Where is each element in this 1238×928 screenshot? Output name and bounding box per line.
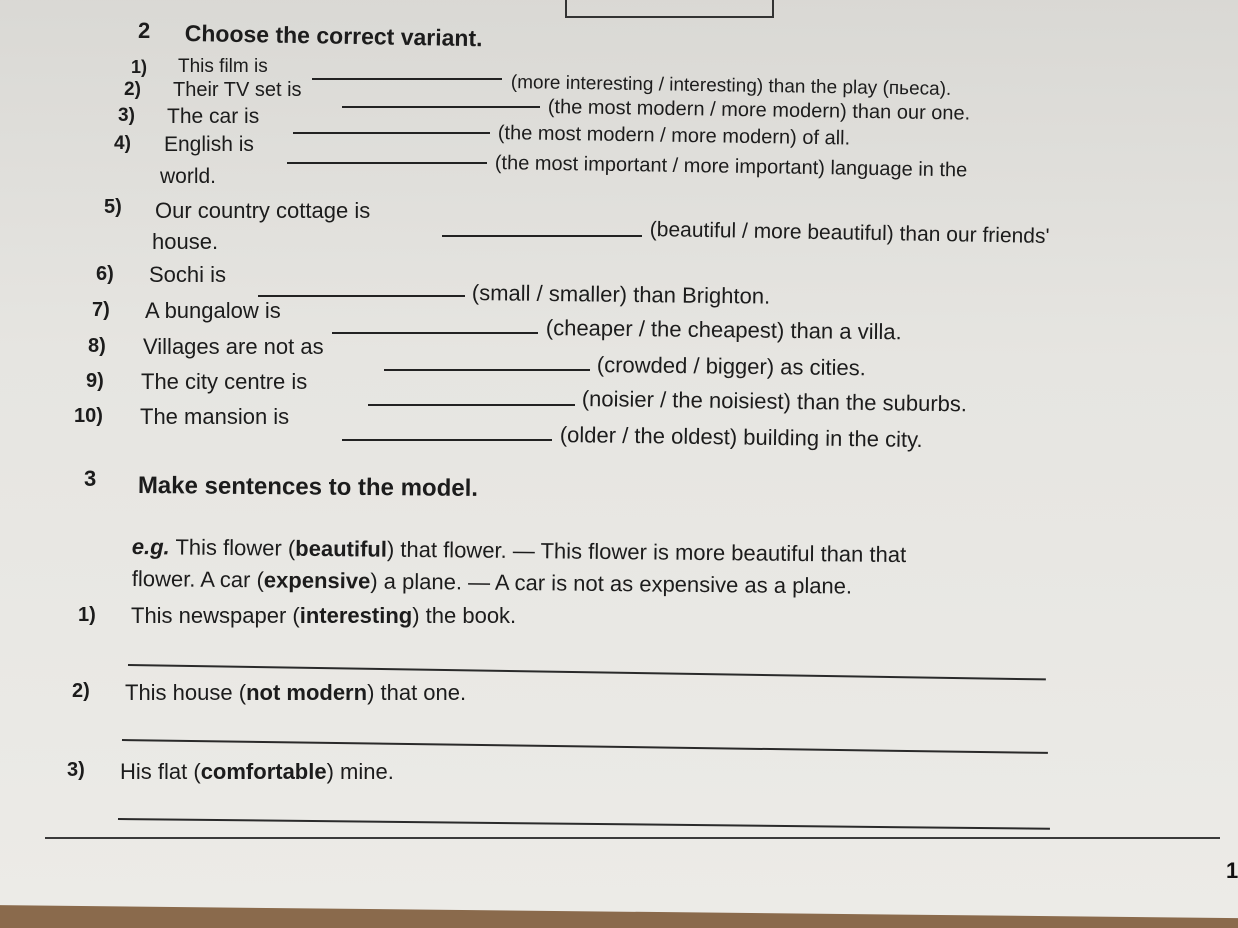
item-text-part: This house (: [125, 680, 247, 705]
item-number: 10): [74, 405, 103, 427]
item-stem: Villages are not as: [143, 334, 324, 359]
item-options: (crowded / bigger) as cities.: [596, 352, 866, 381]
answer-blank[interactable]: [342, 439, 552, 441]
example-text: ) that flower. — This flower is more beautiful than that: [386, 536, 907, 568]
item-number: 1): [78, 604, 96, 626]
item-text: [125, 676, 466, 709]
item-options: (noisier / the noisiest) than the suburbs.: [581, 386, 968, 417]
item-number: 6): [96, 263, 114, 285]
item-continuation: house.: [152, 229, 219, 254]
item-options: (small / smaller) than Brighton.: [471, 280, 771, 309]
item-options: (beautiful / more beautiful) than our friends': [649, 218, 1050, 248]
item-options: (older / the oldest) building in the city.: [559, 422, 923, 453]
item-number: 1): [131, 57, 148, 77]
item-text-part: ) the book.: [412, 603, 517, 628]
example-text: This flower (: [169, 534, 296, 561]
item-stem: Our country cottage is: [155, 198, 371, 223]
example-text: flower. A car (: [131, 565, 265, 593]
item-text-part: ) mine.: [326, 759, 394, 784]
item-continuation: world.: [160, 165, 217, 188]
item-stem: A bungalow is: [145, 298, 281, 323]
answer-blank[interactable]: [258, 295, 465, 297]
header-box: [565, 0, 774, 18]
answer-blank[interactable]: [293, 132, 490, 134]
item-stem: This film is: [178, 56, 268, 77]
item-stem: The city centre is: [141, 369, 308, 394]
exercise-2-number: 2: [138, 18, 151, 43]
item-number: 3): [118, 105, 135, 126]
item-number: 3): [67, 759, 85, 781]
answer-blank[interactable]: [342, 106, 540, 108]
answer-blank[interactable]: [287, 162, 487, 164]
item-number: 8): [88, 335, 106, 357]
item-text: [120, 755, 394, 788]
item-text: [131, 599, 516, 632]
item-number: 7): [92, 299, 110, 321]
item-options: (more interesting / interesting) than the play (пьеса).: [510, 72, 952, 100]
item-number: 4): [114, 133, 131, 154]
item-stem: The mansion is: [140, 404, 290, 429]
item-options: (the most modern / more modern) of all.: [497, 122, 851, 150]
page-footer-rule: [45, 837, 1220, 839]
exercise-3-title: Make sentences to the model.: [137, 472, 479, 502]
answer-blank[interactable]: [368, 404, 575, 406]
example-text: ) a plane. — A car is not as expensive as a plane.: [370, 568, 853, 599]
item-stem: English is: [164, 133, 254, 156]
example-prefix: e.g.: [131, 533, 170, 560]
answer-blank[interactable]: [442, 235, 642, 237]
exercise-3-number: 3: [84, 466, 97, 491]
item-stem: Their TV set is: [173, 79, 302, 101]
item-number: 5): [104, 196, 122, 218]
item-number: 2): [124, 79, 141, 100]
item-options: (the most important / more important) language in the: [494, 152, 968, 182]
item-keyword: comfortable: [200, 759, 327, 784]
example-keyword: beautiful: [295, 535, 388, 562]
item-stem: The car is: [167, 105, 260, 128]
exercise-2-title: Choose the correct variant.: [184, 20, 483, 52]
item-options: (the most modern / more modern) than our one.: [547, 96, 971, 125]
page-number: 1: [1226, 858, 1238, 883]
answer-blank[interactable]: [332, 332, 538, 334]
item-number: 2): [72, 680, 90, 702]
item-text-part: His flat (: [120, 759, 201, 784]
answer-blank[interactable]: [312, 78, 502, 80]
item-stem: Sochi is: [149, 262, 227, 287]
item-options: (cheaper / the cheapest) than a villa.: [545, 315, 902, 345]
item-number: 9): [86, 370, 104, 392]
item-text-part: ) that one.: [367, 680, 467, 705]
item-keyword: not modern: [246, 680, 368, 705]
item-keyword: interesting: [299, 603, 413, 628]
example-keyword: expensive: [263, 567, 371, 594]
item-text-part: This newspaper (: [131, 603, 300, 628]
answer-blank[interactable]: [384, 369, 590, 371]
